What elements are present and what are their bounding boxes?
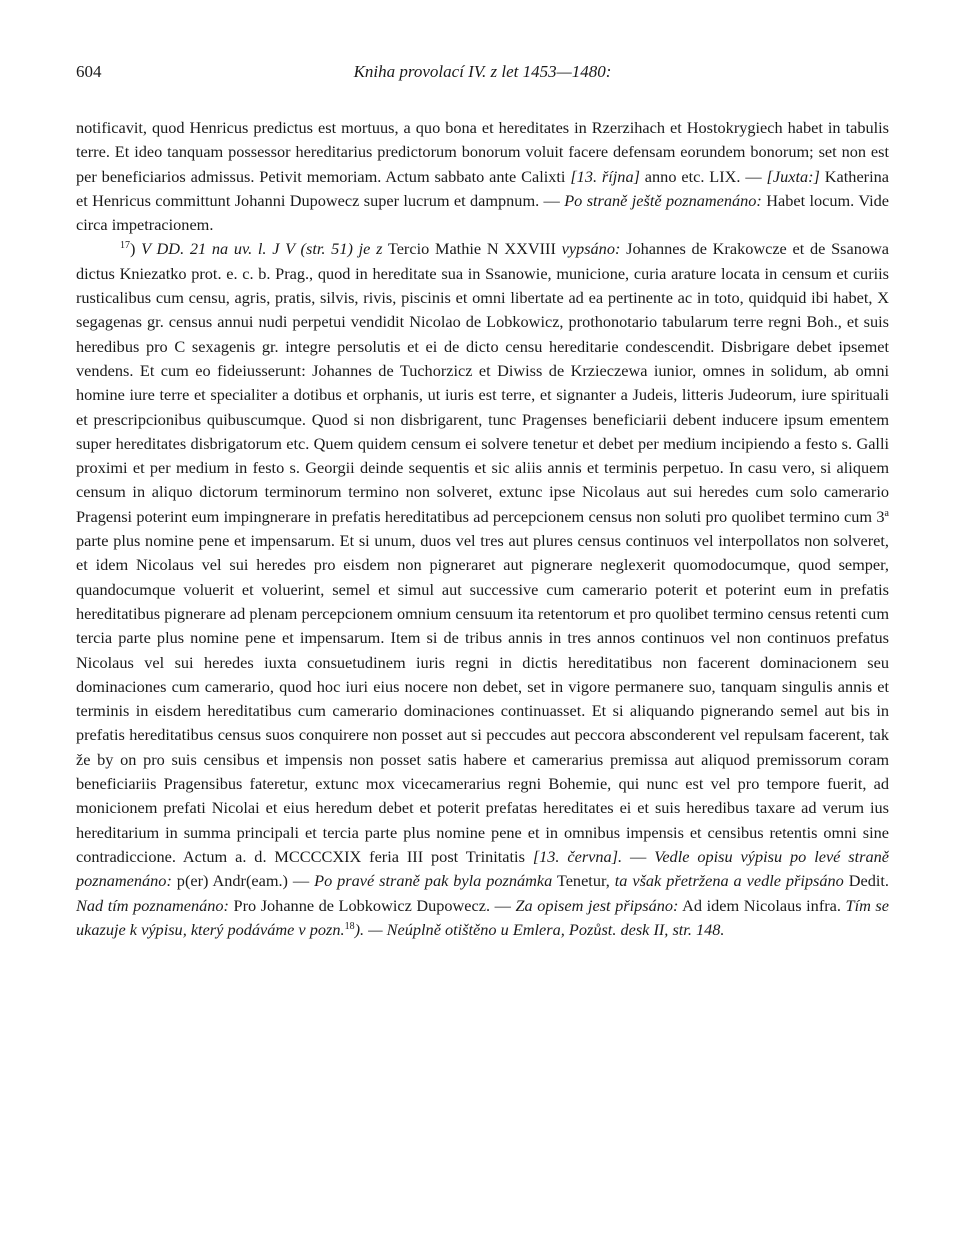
document-page <box>76 62 889 942</box>
editorial-date: [13. října] <box>570 166 640 186</box>
superscript-a: a <box>884 507 889 519</box>
continuation-paragraph <box>76 116 889 237</box>
text-run: notificavit, quod Henricus predictus est mortuus, a quo bona et hereditates in Rzerzihach et Hostokrygiech habet in tabulis terre. Et ideo tanquam possessor hereditarius predictorum bonorum voluit facere defensam eorundem bonorum; set non est per beneficiarios admissus. Petivit memoriam. Actum sabbato ante Calixti <box>76 118 889 186</box>
text-run: parte plus nomine pene et impensarum. Et si unum, duos vel tres aut plures census continuos vel interpollatos non solveret, et idem Nicolaus vel sui heredes pro eisdem non pigneraret aut pignerare neglexerit quomodocumque, quod semper, quandocumque voluerit et voluerint, semel et simul aut successive cum camerario poterit et poterint eum in prefatis hereditatibus pignerare ad plenam percepcionem omnium censuum ita retentorum et pro quolibet termino census retenti cum tercia parte plus nomine pene et impensarum. Item si de tribus annis in tres annos continuos vel non continuos prefatus Nicolaus vel sui heredes iuxta consuetudinem iuris regni in dictis hereditatibus non facerent dominacionem seu dominaciones cum camerario, quod hoc iuri eius nocere non debet, set in vigore permanere suo, tanquam singulis annis et terminis in eisdem hereditatibus cum camerario dominaciones continuasset. Et si aliquando pignerando semel aut bis in prefatis hereditatibus census suos conquirere non posset aut si peccudes aut peccora absconderent vel repulsam facerent, tak že by on pro suis censibus et impensis non posset satis habere et camerarius premissa aut aliquod premissorum coram beneficiariis Pragensibus fateretur, extunc mox vicecamerarius regni Bohemie, qui nunc est vel pro tempore fuerit, ad monicionem prefati Nicolai et eius heredum debet et poterit prefatas hereditates ei et suis heredibus taxare ad verum ius hereditarium in summa principali et tercia parte plus nomine pene et in omnibus impensis et censibus retentis omni sine contradiccione. Actum a. d. MCCCCXIX feria III post Trinitatis <box>76 531 889 866</box>
editorial-note: vypsáno: <box>561 239 621 259</box>
text-run: Ad idem Nicolaus infra. <box>678 895 846 915</box>
editorial-note: ta však přetržena a vedle připsáno <box>614 871 844 891</box>
text-run: Habet locum. Vide circa impetracionem. <box>76 190 890 235</box>
running-head <box>76 62 889 92</box>
editorial-note: Za opisem jest připsáno: <box>515 895 679 915</box>
text-run: Tercio Mathie N XXVIII <box>382 239 562 259</box>
editorial-note: Po pravé straně pak byla poznámka <box>314 871 553 891</box>
editorial-note: ). — Neúplně otištěno u Emlera, Pozůst. desk II, str. 148. <box>354 919 725 939</box>
text-run: Pro Johanne de Lobkowicz Dupowecz. — <box>228 895 516 915</box>
text-run: anno etc. LIX. — <box>639 166 767 186</box>
editorial-note: Tím se ukazuje k výpisu, který podáváme v pozn. <box>76 895 889 939</box>
text-run: Tenetur, <box>552 871 615 891</box>
footnote-paren: ) <box>130 239 136 259</box>
editorial-note: [Juxta:] <box>766 166 820 186</box>
editorial-note: Nad tím poznamenáno: <box>76 895 229 915</box>
body-text <box>76 116 889 942</box>
running-title: Kniha provolací IV. z let 1453—1480: <box>353 62 612 81</box>
editorial-date: [13. června]. <box>532 846 623 866</box>
text-run: p(er) Andr(eam.) — <box>171 871 315 891</box>
footnote-marker: 17 <box>120 240 130 252</box>
text-run: — <box>622 846 655 866</box>
text-run: Katherina et Henricus committunt Johanni Dupowecz super lucrum et dampnum. — <box>76 166 889 210</box>
editorial-reference: V DD. 21 na uv. l. J V (str. 51) je z <box>135 239 383 259</box>
text-run: Johannes de Krakowcze et de Ssanowa dictus Kniezatko prot. e. c. b. Prag., quod in hereditate sua in Ssanowie, municione, curia arature locata in censum et curiis rusticalibus cum censu, agris, pratis, silvis, rivis, piscinis et omni libertate ad ea pertinente ac in toto, quidquid ibi habet, X segagenas gr. census annui nudi perpetui vendidit Nicolao de Lobkowicz, prothonotario tabularum terre regni Boh., et suis heredibus pro C sexagenis gr. integre persolutis et ei de dicto censu hereditarie condescendit. Disbrigare debet ipsemet vendens. Et cum eo fideiusserunt: Johannes de Tuchorzicz et Diwiss de Krzieczewa iunior, omnes in solidum, ab omni homine iure terre et specialiter a dotibus et orphanis, ut iuris est terre, et signanter a Judeis, litteris Judeorum, iure spirituali et prescripcionibus quibuscumque. Quod si non disbrigarent, tunc Pragenses beneficiarii debent inducere ipsum ementem super hereditates disbrigatorum etc. Quem quidem censum ei solvere tenetur et debet per medium incipiendo a festo s. Galli proximi et per medium in festo s. Georgii deinde sequentis et sic aliis annis et terminis perpetuo. In casu vero, si aliquem censum in aliquo dictorum terminorum termino non solveret, extunc ipse Nicolaus aut sui heredes cum solo camerario Pragensi poterint eum impingnerare in prefatis hereditatibus ad percepcionem census non soluti pro quolibet termino cum 3 <box>76 239 889 526</box>
editorial-note: Vedle opisu výpisu po levé straně poznamenáno: <box>76 846 889 891</box>
text-run: Dedit. <box>843 871 890 891</box>
editorial-note: Po straně ještě poznamenáno: <box>564 190 762 210</box>
footnote-17 <box>76 237 889 942</box>
page-number: 604 <box>76 62 102 81</box>
footnote-ref-18: 18 <box>344 920 355 932</box>
